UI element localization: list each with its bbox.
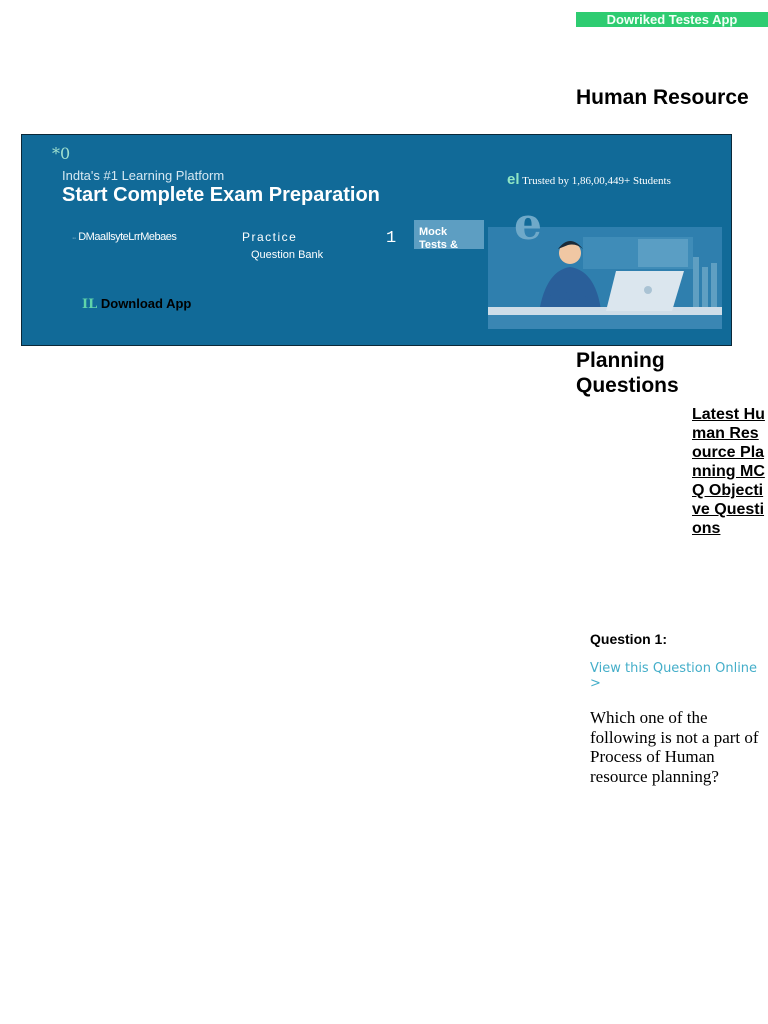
feature-mock-tests [414,220,484,249]
illustration-letter: e [514,199,542,250]
banner-download-label: Download App [100,296,192,311]
view-question-online-link[interactable]: View this Question Online > [590,661,758,691]
banner-tagline: Indta's #1 Learning Platform [62,168,225,183]
brand-logo: *0 [52,144,71,163]
trust-badge [507,171,671,188]
download-app-button[interactable]: Dowriked Testes App [576,12,768,27]
feature-mock-sub: Tests & [419,239,458,251]
download-icon: IL [82,297,98,312]
feature-mock-number: 1 [386,229,397,248]
student-laptop-illustration [488,199,722,329]
feature-bullet-icon: ·· [72,235,76,242]
section-subheading-link[interactable]: Latest Human Resource Planning MCQ Objective Questions [692,406,765,537]
feature-practice-sub: Question Bank [251,249,324,261]
trust-icon: el [507,171,520,188]
page-title-line1: Human Resource [576,86,749,109]
feature-live-classes-label: DMaaIlsyteLrrMebaes [78,231,177,243]
feature-live-classes [72,231,176,243]
trust-text: Trusted by 1,86,00,449+ Students [522,175,671,187]
feature-practice-label: Practice [242,230,298,244]
feature-mock-label: Mock [419,226,448,238]
question-text: Which one of the following is not a part of Process of Human resource planning? [590,708,759,786]
banner-download-app-link[interactable] [82,296,191,312]
page-title-line2: Planning Questions [576,349,679,397]
promo-banner[interactable] [21,134,732,346]
banner-headline: Start Complete Exam Preparation [62,184,380,206]
question-label: Question 1: [590,631,668,647]
